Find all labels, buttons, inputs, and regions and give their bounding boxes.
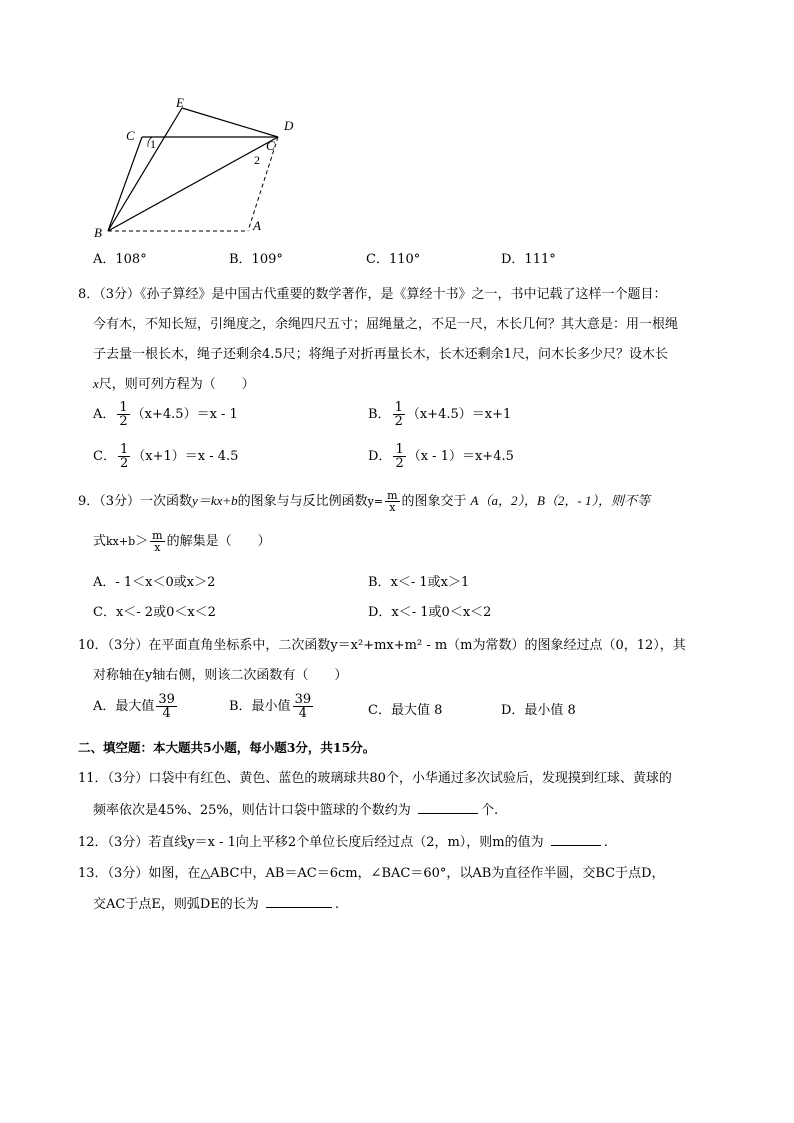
label-A: A bbox=[253, 218, 261, 233]
q10-option-c: C．最大值 8 bbox=[368, 703, 443, 718]
numerator: 1 bbox=[119, 442, 129, 457]
segment-ED bbox=[182, 108, 278, 137]
q11-answer-blank[interactable] bbox=[418, 801, 478, 814]
q10-option-b-label: B．最小值 bbox=[229, 699, 291, 714]
q8-line1: 8．（3分）《孙子算经》是中国古代重要的数学著作，是《算经十书》之一，书中记载了这样一个题目： bbox=[78, 287, 667, 302]
q7-option-d: D．111° bbox=[501, 252, 556, 267]
q8-option-c-expr: （x+1）＝x - 4.5 bbox=[132, 449, 239, 464]
q10-option-a bbox=[93, 693, 179, 720]
q10-line1: 10．（3分）在平面直角坐标系中，二次函数y＝x²+mx+m² - m（m为常数）的图象经过点（0，12），其 bbox=[78, 638, 686, 653]
fraction bbox=[118, 443, 130, 470]
q9-line1 bbox=[78, 490, 650, 513]
fraction bbox=[117, 401, 129, 428]
q9-option-c: C．x＜- 2或0＜x＜2 bbox=[93, 605, 216, 620]
q8-line4 bbox=[93, 373, 255, 392]
q8-option-c-label: C． bbox=[93, 449, 116, 464]
denominator: 2 bbox=[119, 414, 128, 429]
label-E: E bbox=[176, 95, 184, 110]
q8-option-d-label: D． bbox=[368, 449, 392, 464]
numerator: m bbox=[387, 489, 398, 502]
q13-line1: 13．（3分）如图，在△ABC中，AB＝AC＝6cm，∠BAC＝60°，以AB为直径作半圆，交BC于点D， bbox=[78, 866, 665, 881]
segment-BD bbox=[108, 137, 278, 231]
q8-option-d-expr: （x - 1）＝x+4.5 bbox=[407, 449, 514, 464]
q8-line2: 今有木，不知长短，引绳度之，余绳四尺五寸；屈绳量之，不足一尺，木长几何？其大意是：用一根绳 bbox=[93, 317, 679, 332]
fraction bbox=[156, 693, 177, 720]
q9-option-b: B．x＜- 1或x＞1 bbox=[368, 575, 470, 590]
numerator: 39 bbox=[158, 692, 175, 707]
numerator: 1 bbox=[395, 442, 404, 457]
fraction bbox=[393, 401, 405, 428]
q8-line3: 子去量一根长木，绳子还剩余4.5尺；将绳子对折再量长木，长木还剩余1尺，问木长多少尺？设木长 bbox=[93, 347, 668, 362]
q9-y: y= bbox=[367, 495, 384, 508]
q9-kxb: kx+b bbox=[106, 535, 136, 548]
q9-text: 的图象与与反比例函数 bbox=[237, 494, 368, 509]
q9-linear-function: y＝kx+b bbox=[192, 493, 238, 508]
q8-option-d bbox=[368, 443, 514, 470]
q7-option-c: C．110° bbox=[366, 252, 421, 267]
q8-option-b-label: B． bbox=[368, 407, 391, 422]
numerator: 39 bbox=[294, 692, 312, 707]
denominator: 4 bbox=[156, 706, 177, 720]
q8-option-c bbox=[93, 443, 238, 470]
q13-answer-blank[interactable] bbox=[266, 895, 332, 908]
q13-text-end: . bbox=[334, 897, 340, 912]
q8-line4-text: 尺，则可列方程为（ ） bbox=[98, 377, 255, 392]
q8-option-a-label: A． bbox=[93, 407, 116, 422]
q8-option-a-expr: （x+4.5）＝x - 1 bbox=[131, 407, 238, 422]
q11-line1: 11．（3分）口袋中有红色、黄色、蓝色的玻璃球共80个，小华通过多次试验后，发现摸到红球、黄球的 bbox=[78, 771, 672, 786]
numerator: 1 bbox=[394, 400, 403, 415]
q9-gt: ＞ bbox=[135, 534, 149, 549]
denominator: x bbox=[389, 501, 396, 514]
geometry-figure bbox=[86, 92, 316, 242]
section-heading-fill-in: 二、填空题：本大题共5小题，每小题3分，共15分。 bbox=[78, 740, 376, 755]
label-2: 2 bbox=[254, 153, 260, 167]
label-C: C bbox=[126, 128, 135, 143]
q11-line2 bbox=[93, 799, 498, 818]
segment-BE bbox=[108, 108, 182, 231]
fraction bbox=[393, 443, 405, 470]
q9-line2 bbox=[93, 530, 271, 553]
q13-text: 交AC于点E，则弧DE的长为 bbox=[93, 897, 259, 912]
q12-text-end: . bbox=[603, 835, 608, 850]
q9-text: 9．（3分）一次函数 bbox=[78, 494, 193, 509]
q8-option-a bbox=[93, 401, 238, 428]
q11-text-end: 个. bbox=[480, 803, 499, 818]
q12-line bbox=[78, 831, 608, 850]
denominator: x bbox=[154, 541, 161, 554]
denominator: 2 bbox=[394, 414, 403, 429]
fraction bbox=[150, 530, 164, 553]
q10-option-b bbox=[229, 693, 315, 720]
label-1: 1 bbox=[150, 137, 156, 151]
q7-option-a: A．108° bbox=[93, 252, 147, 267]
label-C-prime: C bbox=[266, 138, 275, 153]
q13-line2 bbox=[93, 893, 339, 912]
label-D: D bbox=[284, 118, 294, 133]
q9-points: A（a，2），B（2，- 1），则不等 bbox=[470, 493, 651, 508]
numerator: 1 bbox=[119, 400, 128, 415]
denominator: 2 bbox=[119, 456, 129, 471]
q8-option-b-expr: （x+4.5）＝x+1 bbox=[406, 407, 512, 422]
fraction bbox=[385, 490, 399, 513]
denominator: 4 bbox=[293, 706, 314, 720]
q9-text: 的图象交于 bbox=[401, 494, 467, 509]
q10-line2: 对称轴在y轴右侧，则该二次函数有（ ） bbox=[93, 668, 348, 683]
q7-option-b: B．109° bbox=[229, 252, 283, 267]
q9-option-a: A．- 1＜x＜0或x＞2 bbox=[93, 575, 216, 590]
q9-text: 式 bbox=[93, 534, 107, 549]
q10-option-a-label: A．最大值 bbox=[93, 699, 155, 714]
label-B: B bbox=[94, 225, 102, 240]
q9-text: 的解集是（ ） bbox=[166, 534, 271, 549]
fraction bbox=[293, 693, 314, 720]
q11-text: 频率依次是45%、25%，则估计口袋中篮球的个数约为 bbox=[93, 803, 411, 818]
numerator: m bbox=[152, 529, 163, 542]
q9-option-d: D．x＜- 1或0＜x＜2 bbox=[368, 605, 492, 620]
q10-option-d: D．最小值 8 bbox=[501, 703, 576, 718]
q12-answer-blank[interactable] bbox=[551, 833, 601, 846]
q12-text: 12．（3分）若直线y＝x - 1向上平移2个单位长度后经过点（2，m），则m的值为 bbox=[78, 835, 544, 850]
denominator: 2 bbox=[395, 456, 404, 471]
q8-var-x: x bbox=[93, 376, 99, 391]
q8-option-b bbox=[368, 401, 511, 428]
